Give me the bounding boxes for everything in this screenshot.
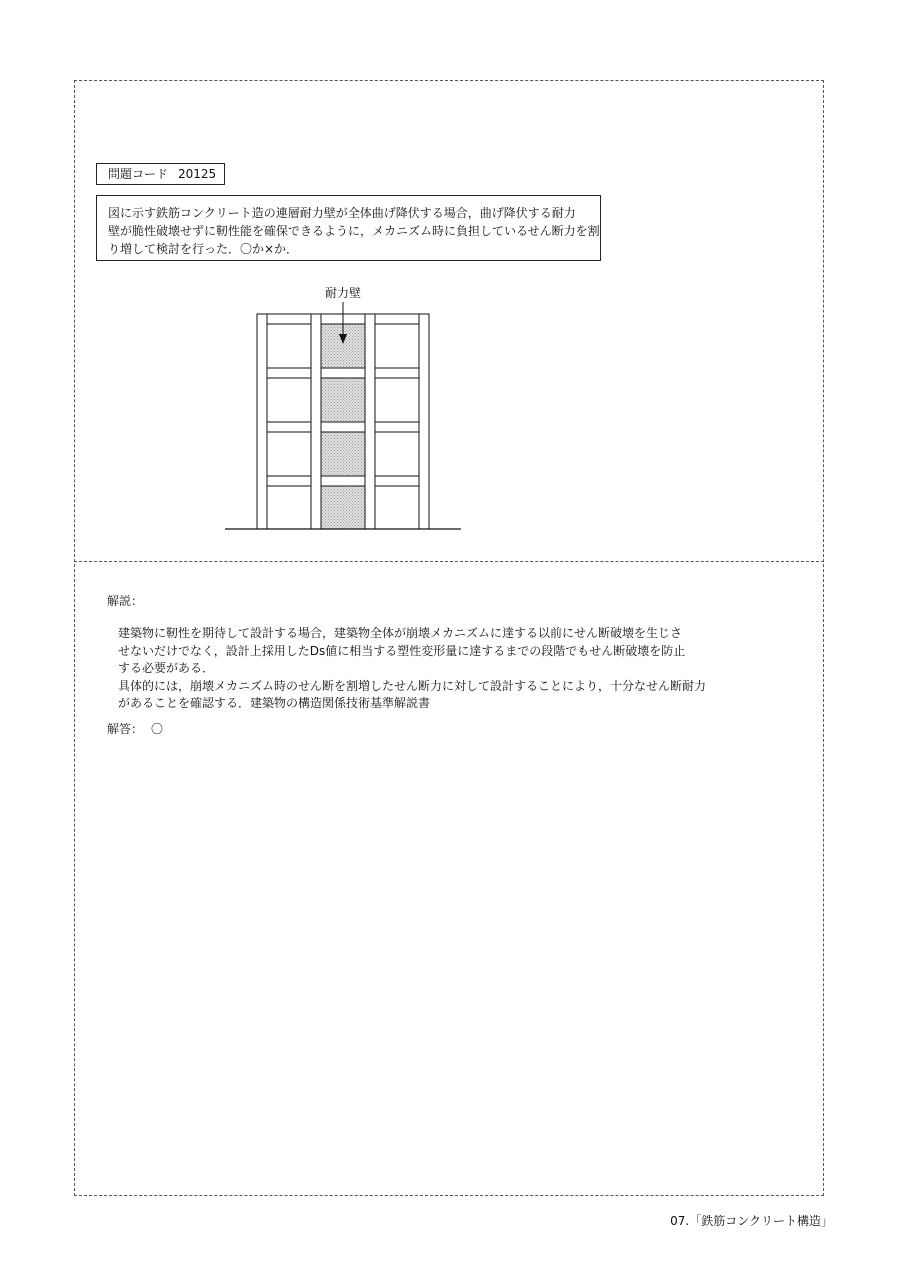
beam: [321, 368, 365, 378]
question-box: [96, 195, 601, 261]
question-line: り増して検討を行った．〇か×か．: [108, 242, 299, 256]
beam: [267, 314, 311, 324]
shear-wall-panel: [321, 486, 365, 529]
shear-wall-panel: [321, 378, 365, 422]
commentary-line: があることを確認する．建築物の構造関係技術基準解説書: [118, 696, 431, 710]
frame-diagram: [220, 282, 470, 534]
column: [257, 314, 267, 529]
column: [365, 314, 375, 529]
answer-value: 〇: [151, 722, 164, 736]
beam: [321, 422, 365, 432]
commentary-line: する必要がある．: [118, 661, 215, 675]
commentary-body: [118, 625, 718, 713]
commentary-line: 建築物に靭性を期待して設計する場合，建築物全体が崩壊メカニズムに達する以前にせん断破壊を生じさ: [118, 626, 683, 640]
question-line: 壁が脆性破壊せずに靭性能を確保できるように，メカニズム時に負担しているせん断力を割: [108, 224, 600, 238]
problem-code-label: 問題コード: [108, 167, 169, 181]
column: [311, 314, 321, 529]
problem-code-number: 20125: [178, 167, 217, 181]
beam: [267, 368, 311, 378]
problem-code-box: [96, 163, 225, 185]
column: [419, 314, 429, 529]
commentary-heading: 解説：: [107, 594, 144, 608]
beam: [375, 422, 419, 432]
answer: [107, 721, 163, 737]
commentary-line: せないだけでなく，設計上採用したDs値に相当する塑性変形量に達するまでの段階でもせん断破壊を防止: [118, 643, 686, 658]
beam: [375, 476, 419, 486]
beam: [267, 476, 311, 486]
shear-wall-figure: [220, 282, 470, 534]
beam: [321, 476, 365, 486]
question-line: 図に示す鉄筋コンクリート造の連層耐力壁が全体曲げ降伏する場合，曲げ降伏する耐力: [108, 206, 576, 220]
beam: [267, 422, 311, 432]
shear-wall-panel: [321, 432, 365, 476]
answer-label: 解答：: [107, 722, 144, 736]
section-divider: [74, 561, 824, 562]
beam: [375, 368, 419, 378]
beam: [375, 314, 419, 324]
commentary-line: 具体的には，崩壊メカニズム時のせん断を割増したせん断力に対して設計することにより，十分なせん断耐力: [118, 678, 707, 693]
wall-label: 耐力壁: [324, 286, 362, 300]
page-footer: 07.「鉄筋コンクリート構造」: [670, 1214, 833, 1228]
frame-structure: [257, 314, 429, 529]
